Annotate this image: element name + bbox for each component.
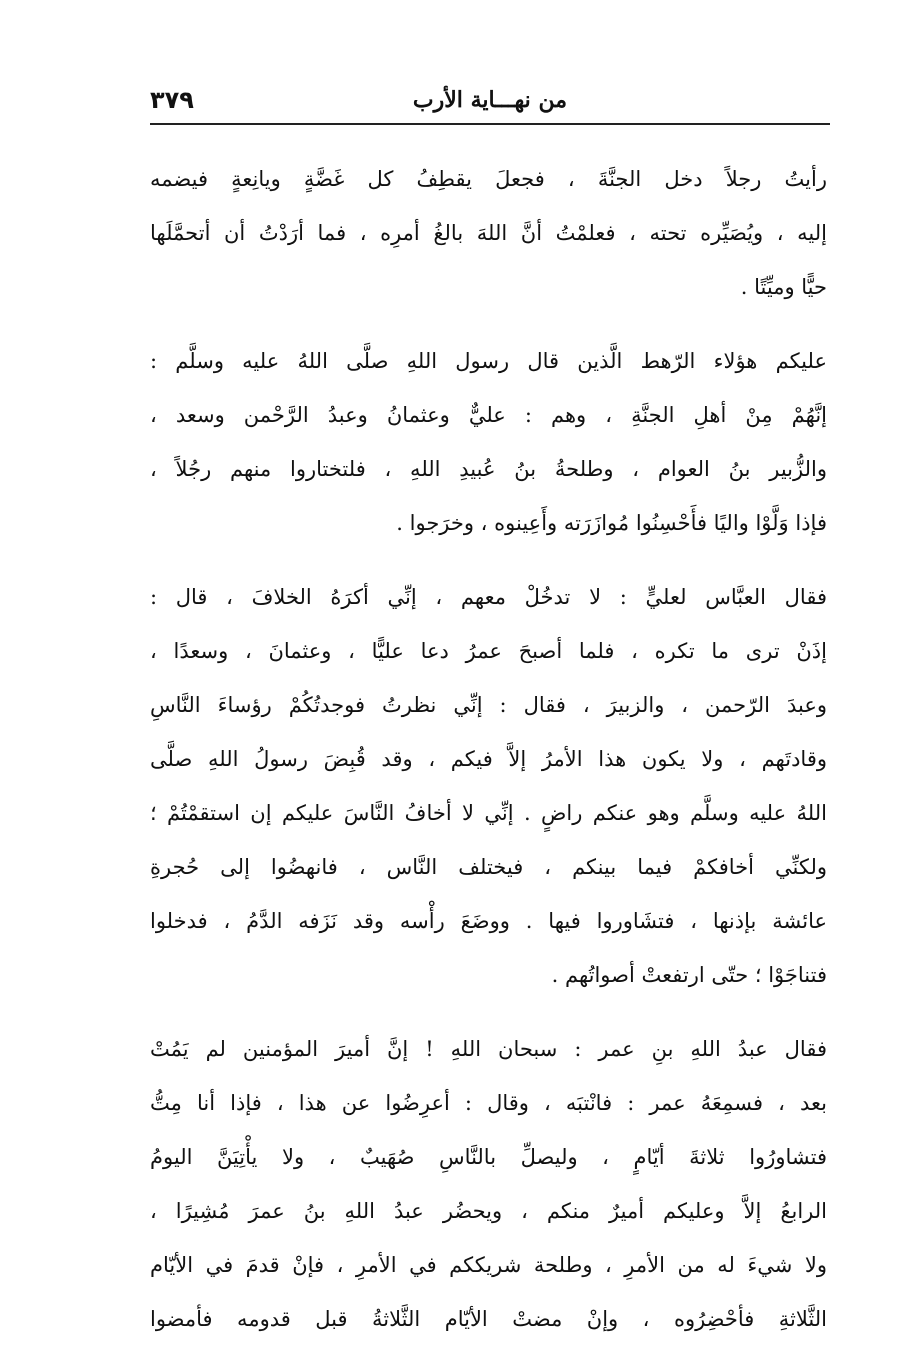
text-line: والزُّبير بنُ العوام ، وطلحةُ بنُ عُبيدِ اللهِ ، فلتختاروا منهم رجُلاً ، — [150, 457, 827, 481]
text-line: إنَّهُمْ مِنْ أهلِ الجنَّةِ ، وهم : عليٌّ وعثمانُ وعبدُ الرَّحْمن وسعد ، — [150, 403, 827, 427]
text-line: ولكنِّي أخافكمْ فيما بينكم ، فيختلف النَّاس ، فانهضُوا إلى حُجرةِ — [150, 855, 827, 879]
paragraph — [150, 570, 827, 1002]
body-text — [150, 152, 827, 1346]
text-line: فتناجَوْا ؛ حتّى ارتفعتْ أصواتُهم . — [551, 963, 827, 987]
text-line: حيًّا وميِّتًا . — [740, 275, 827, 299]
page-header — [150, 80, 827, 120]
text-line: إذَنْ ترى ما تكره ، فلما أصبحَ عمرُ دعا عليًّا ، وعثمانَ ، وسعدًا ، — [150, 639, 827, 663]
paragraph — [150, 152, 827, 314]
text-line: إليه ، ويُصَيِّره تحته ، فعلمْتُ أنَّ اللهَ بالغُ أمرِه ، فما أرَدْتُ أن أتحمَّلَها — [150, 221, 827, 245]
text-line: فإذا وَلَّوْا واليًا فأَحْسِنُوا مُوازَرَته وأَعِينوه ، وخرَجوا . — [396, 511, 827, 535]
text-line: فقال العبَّاس لعليٍّ : لا تدخُلْ معهم ، إنِّي أكرَهُ الخلافَ ، قال : — [150, 585, 827, 609]
text-line: عائشة بإذنها ، فتشَاوروا فيها . ووضَعَ رأْسه وقد نَزَفه الدَّمُ ، فدخلوا — [150, 909, 827, 933]
text-line: الرابعُ إلاَّ وعليكم أميرٌ منكم ، ويحضُر عبدُ اللهِ بنُ عمرَ مُشِيرًا ، — [150, 1199, 827, 1223]
text-line: فتشاورُوا ثلاثةَ أيّامٍ ، وليصلِّ بالنَّاسِ صُهَيبٌ ، ولا يأْتِيَنَّ اليومُ — [150, 1145, 827, 1169]
text-line: ولا شيءَ له من الأمرِ ، وطلحة شريككم في الأمرِ ، فإنْ قدمَ في الأيّام — [150, 1253, 827, 1277]
paragraph — [150, 334, 827, 550]
running-title: من نهـــاية الأرب — [412, 87, 567, 113]
text-line: رأيتُ رجلاً دخل الجنَّةَ ، فجعلَ يقطِفُ كل غَضَّةٍ ويانِعةٍ فيضمه — [150, 167, 827, 191]
text-line: فقال عبدُ اللهِ بنِ عمر : سبحان اللهِ ! إنَّ أميرَ المؤمنين لم يَمُتْ — [150, 1037, 827, 1061]
text-line: بعد ، فسمِعَهُ عمر : فانْتبَه ، وقال : أعرِضُوا عن هذا ، فإذا أنا مِتُّ — [150, 1091, 827, 1115]
text-line: الثَّلاثةِ فأحْضِرُوه ، وإنْ مضتْ الأيّام الثَّلاثةُ قبل قدومه فأمضوا — [150, 1307, 827, 1331]
text-line: وقادتَهم ، ولا يكون هذا الأمرُ إلاَّ فيكم ، وقد قُبِضَ رسولُ اللهِ صلَّى — [150, 747, 827, 771]
text-line: وعبدَ الرّحمن ، والزبيرَ ، فقال : إنِّي نظرتُ فوجدتُكُمْ رؤساءَ النَّاسِ — [150, 693, 827, 717]
page-number: ٣٧٩ — [150, 86, 194, 114]
text-line: اللهُ عليه وسلَّم وهو عنكم راضٍ . إنِّي لا أخافُ النَّاسَ عليكم إن استقمْتُمْ ؛ — [150, 801, 827, 825]
text-line: عليكم هؤلاء الرّهط الَّذين قال رسول اللهِ صلَّى اللهُ عليه وسلَّم : — [150, 349, 827, 373]
paragraph — [150, 1022, 827, 1346]
header-rule — [150, 123, 830, 125]
